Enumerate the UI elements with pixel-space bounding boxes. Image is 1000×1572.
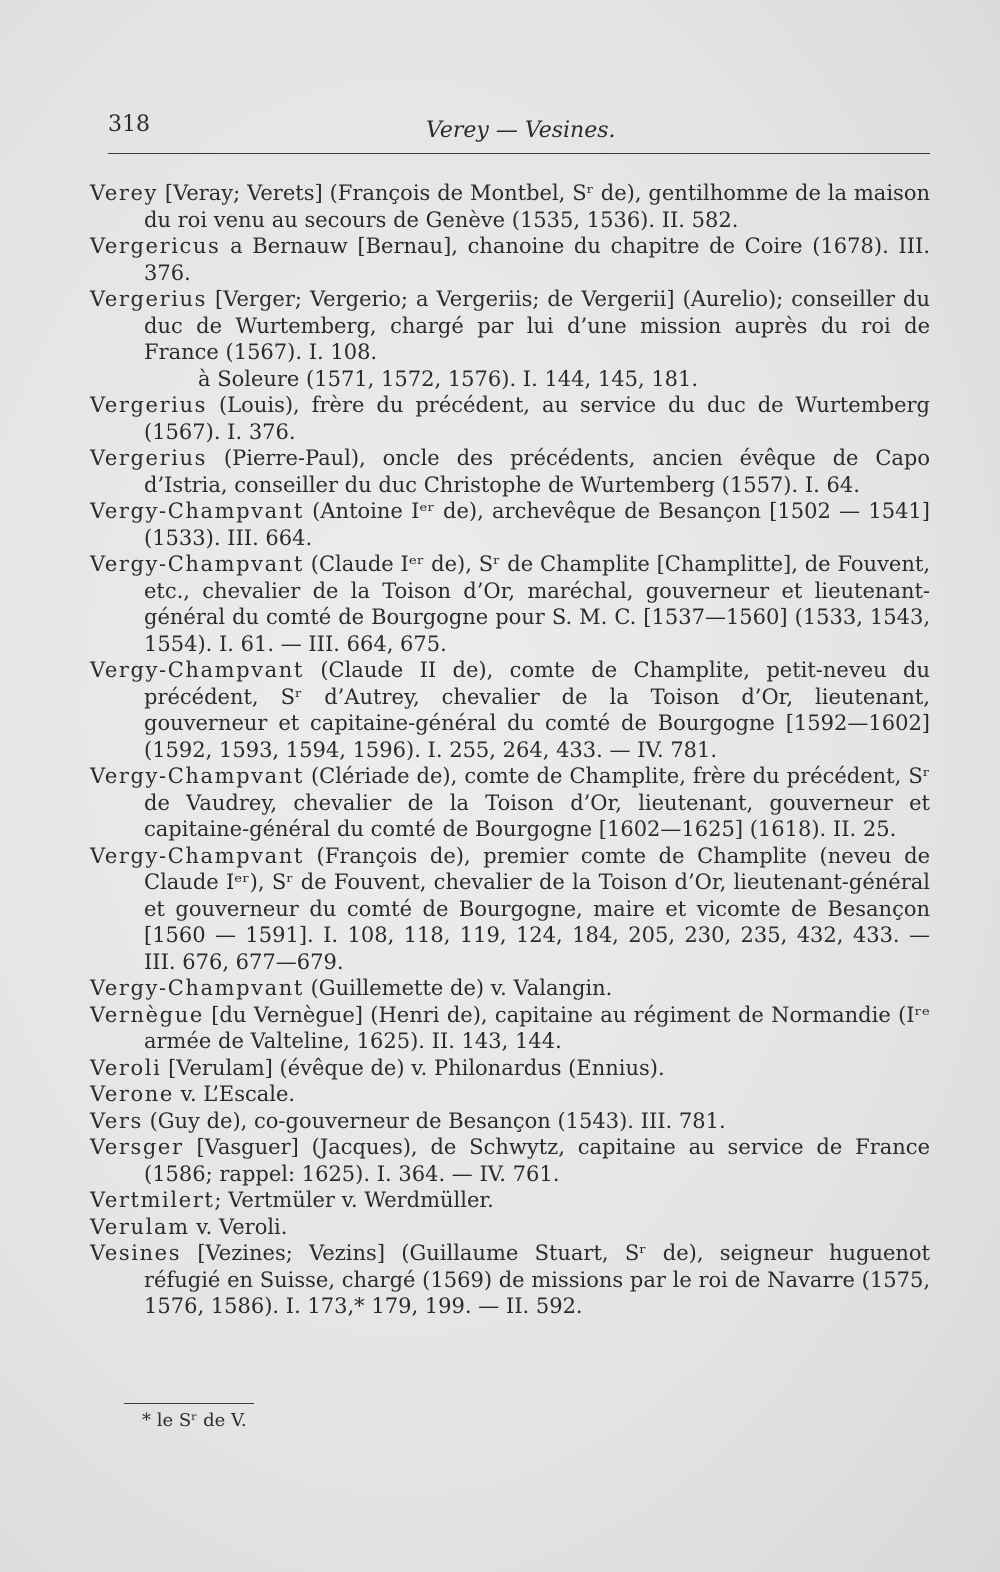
index-entry [90, 551, 930, 657]
entry-headword: Verey [90, 181, 158, 205]
entry-text: (Pierre-Paul), oncle des précédents, ancien évêque de Capo d’Istria, conseiller du duc Christophe de Wurtemberg (1557). I. 64. [144, 446, 930, 497]
entry-text: (Antoine Iᵉʳ de), archevêque de Besançon [1502 — 1541] (1533). III. 664. [144, 499, 930, 550]
index-entry [90, 1134, 930, 1187]
index-entry [90, 1081, 930, 1108]
entry-text: (Louis), frère du précédent, au service du duc de Wurtemberg (1567). I. 376. [144, 393, 930, 444]
entry-headword: Vergy-Champvant [90, 552, 304, 576]
entry-text: [Verulam] (évêque de) v. Philonardus (Ennius). [161, 1055, 665, 1080]
entry-text: (François de), premier comte de Champlite (neveu de Claude Iᵉʳ), Sʳ de Fouvent, chevalier de la Toison d’Or, lieutenant-général et gouverneur du comté de Bourgogne, maire et vicomte de Besançon [1560 — 1591]. I. 108, 118, 119, 124, 184, 205, 230, 235, 432, 433. — III. 676, 677—679. [144, 843, 930, 974]
entry-text: ; Vertmüler v. Werdmüller. [214, 1188, 494, 1212]
entry-headword: Veroli [90, 1055, 162, 1080]
index-entry [90, 180, 930, 233]
entry-text: (Claude II de), comte de Champlite, petit-neveu du précédent, Sʳ d’Autrey, chevalier de la Toison d’Or, lieutenant, gouverneur et capitaine-général du comté de Bourgogne [1592—1602] (1592, 1593, 1594, 1596). I. 255, 264, 433. — IV. 781. [144, 658, 930, 762]
index-entry [90, 975, 930, 1002]
index-entry [90, 286, 930, 392]
entry-text: [Vezines; Vezins] (Guillaume Stuart, Sʳ de), seigneur huguenot réfugié en Suisse, chargé (1569) de missions par le roi de Navarre (1575, 1576, 1586). I. 173,* 179, 199. — II. 592. [144, 1241, 930, 1318]
header-rule [108, 153, 930, 154]
footnote: * le Sʳ de V. [142, 1410, 247, 1431]
index-entry [90, 1055, 930, 1082]
entry-text: [Vasguer] (Jacques), de Schwytz, capitaine au service de France (1586; rappel: 1625). I. 364. — IV. 761. [144, 1135, 930, 1186]
entry-headword: Vernègue [90, 1002, 204, 1027]
index-entry [90, 1187, 930, 1214]
running-head: Verey — Vesines. [426, 118, 616, 143]
entry-headword: Vertmilert [90, 1188, 215, 1212]
entry-text: (Clériade de), comte de Champlite, frère du précédent, Sʳ de Vaudrey, chevalier de la Toison d’Or, lieutenant, gouverneur et capitaine-général du comté de Bourgogne [1602—1625] (1618). II. 25. [144, 764, 930, 841]
footnote-rule [124, 1403, 254, 1404]
index-entry [90, 233, 930, 286]
page-header [108, 112, 930, 152]
entry-text: (Guy de), co-gouverneur de Besançon (1543). III. 781. [142, 1108, 726, 1133]
entry-headword: Vergy-Champvant [90, 764, 304, 788]
entry-subline: à Soleure (1571, 1572, 1576). I. 144, 145, 181. [198, 366, 699, 391]
entry-headword: Versger [90, 1135, 184, 1159]
page-number: 318 [108, 112, 150, 137]
entry-headword: Vergy-Champvant [90, 499, 304, 523]
entry-text: v. Veroli. [189, 1214, 288, 1239]
entry-text: a Bernauw [Bernau], chanoine du chapitre de Coire (1678). III. 376. [144, 234, 930, 285]
entry-headword: Vesines [90, 1241, 182, 1265]
index-entry [90, 1002, 930, 1055]
entry-headword: Vergy-Champvant [90, 658, 304, 682]
entry-text: (Claude Iᵉʳ de), Sʳ de Champlite [Champlitte], de Fouvent, etc., chevalier de la Toison d’Or, maréchal, gouverneur et lieutenant-général du comté de Bourgogne pour S. M. C. [1537—1560] (1533, 1543, 1554). I. 61. — III. 664, 675. [144, 552, 930, 656]
index-entry [90, 1108, 930, 1135]
entry-headword: Vergy-Champvant [90, 976, 304, 1000]
entry-headword: Vergerius [90, 287, 208, 311]
entry-headword: Vergericus [90, 234, 221, 258]
entry-text: [Veray; Verets] (François de Montbel, Sʳ de), gentilhomme de la maison du roi venu au secours de Genève (1535, 1536). II. 582. [144, 181, 930, 232]
index-entry [90, 1240, 930, 1320]
entry-headword: Vergerius [90, 446, 208, 470]
index-entry [90, 843, 930, 976]
index-entry [90, 1214, 930, 1241]
index-entry [90, 392, 930, 445]
entry-headword: Vers [90, 1108, 143, 1133]
entry-headword: Verone [90, 1082, 174, 1106]
entry-headword: Verulam [90, 1214, 190, 1239]
index-entry [90, 445, 930, 498]
index-entry [90, 763, 930, 843]
entry-headword: Vergerius [90, 393, 208, 417]
entry-text: v. L’Escale. [173, 1082, 296, 1106]
entry-headword: Vergy-Champvant [90, 843, 304, 868]
index-entry [90, 498, 930, 551]
index-entries [90, 180, 930, 1320]
entry-text: [du Vernègue] (Henri de), capitaine au régiment de Normandie (Iʳᵉ armée de Valteline, 1625). II. 143, 144. [144, 1002, 930, 1053]
index-entry [90, 657, 930, 763]
entry-text: [Verger; Vergerio; a Vergeriis; de Vergerii] (Aurelio); conseiller du duc de Wurtemberg, chargé par lui d’une mission auprès du roi de France (1567). I. 108. [144, 287, 930, 364]
entry-text: (Guillemette de) v. Valangin. [303, 976, 613, 1000]
